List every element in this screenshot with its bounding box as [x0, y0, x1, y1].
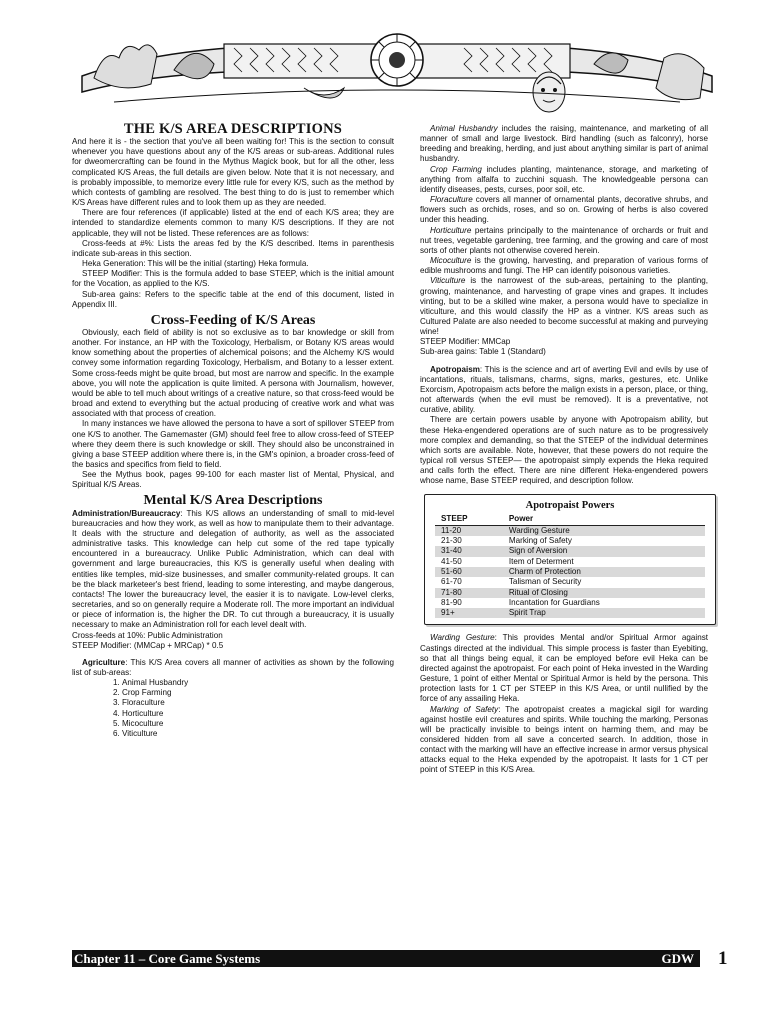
- apotropaist-powers-box: [424, 494, 716, 625]
- mental-descriptions-heading: Mental K/S Area Descriptions: [143, 493, 323, 509]
- decorative-header-banner: [74, 18, 720, 120]
- intro-paragraph: And here it is - the section that you've all been waiting for! This is the section to consult whenever you have questions about any of the K/S areas or sub-areas. Additional rules for dweomercrafting can be found in the Mythus Magick book, but for all the other, less complicated K/S Areas, the full details are given below. Note that it is not necessary, and is probably impossible, to memorize every little rule for every K/S, such as the method by which contests of gambling are resolved. The best thing to do is just to remember which K/S Areas have different rules and to look them up as they are needed.: [72, 137, 394, 208]
- table-row: 41-50 Item of Determent: [441, 556, 574, 566]
- intro-paragraph: Sub-area gains: Refers to the specific table at the end of this document, listed in Appendix III.: [72, 289, 394, 309]
- list-item: 3. Floraculture: [122, 698, 394, 708]
- list-item: 2. Crop Farming: [122, 688, 394, 698]
- publisher-name: GDW: [661, 951, 694, 966]
- cross-feeding-heading: Cross-Feeding of K/S Areas: [150, 312, 316, 328]
- cross-feeding-paragraph: Obviously, each field of ability is not so exclusive as to bar knowledge or skill from another. For instance, an HP with the Toxicology, Herbalism, or Botany K/S areas would know something about the properties of alchemical poisons; and the Alchemy K/S would convey some information regarding Toxicology, Herbalism, and Botany to a lesser extent. Some cross-feeds might be quite broad, but most are narrow and specific. In the example above, you will note the application is quite limited. A persona with Journalism, however, would be able to tell much about writings of a creative nature, so that cross-feed would be broad and extend to everything but the actual producing of creative work and what was associated with that process of creation.: [72, 327, 394, 419]
- right-column: [420, 124, 708, 776]
- agriculture-steep-modifier: STEEP Modifier: MMCap: [420, 337, 511, 347]
- marking-of-safety-paragraph: Marking of Safety: The apotropaist creates a magickal sigil for warding against hostile evil creatures and spirits. While touching the marking, Personas will be practically invisible to beings intent on harming them, and may be considered hidden from all save a concerted search. In addition, those in contact with the marking will have an effective increase in armor versus physical attacks equal to the Heka expended by the apotropaist. It lasts for 1 CT per point of STEEP in this K/S Area.: [420, 704, 709, 775]
- cross-feeding-paragraph: In many instances we have allowed the persona to have a sort of spillover STEEP from one K/S to another. The Gamemaster (GM) should feel free to allow cross-feed of STEEP where they deem there is such knowledge or skill. They should also be unconstrained in giving a base STEEP addition where there is, in the GM's opinion, a broader cross-feed of the basics and specifics from field to field.: [72, 419, 394, 469]
- page-title: THE K/S AREA DESCRIPTIONS: [123, 121, 343, 137]
- apotropaism-paragraph: There are certain powers usable by anyone with Apotropaism ability, but these Heka-engendered operations are of such nature as to be progressively more complex and demanding, so that the STEEP of the individual determines which sorts are available. Note, however, that these powers do not require the typical roll versus STEEP— the apotropaist simply expends the Heka required and calls forth the effect. There are nine different Heka-engendered powers whose name, Base STEEP required, and description follow.: [420, 415, 708, 486]
- administration-steep-modifier: STEEP Modifier: (MMCap + MRCap) * 0.5: [72, 640, 224, 650]
- chapter-title: Chapter 11 – Core Game Systems: [74, 951, 261, 966]
- apotropaism-label: Apotropaism: [430, 364, 480, 374]
- agriculture-label: Agriculture: [82, 657, 126, 667]
- apotropaist-powers-table: [435, 514, 705, 619]
- list-item: 5. Micoculture: [122, 719, 394, 729]
- warding-gesture-paragraph: Warding Gesture: This provides Mental and/or Spiritual Armor against Castings directed at the individual. This simple process is faster than Eyebiting, so that all things being equal, it can be employed before evil Heka can be directed against the apotropaist. For each point of Heka invested in the Warding Gesture, 1 point of either Mental or Spiritual Armor is held by the persona. This protection lasts for 1 CT per STEEP in this K/S Area, or until nullified by the force of any assailing Heka.: [420, 633, 708, 704]
- floraculture-paragraph: Floraculture covers all manner of ornamental plants, decorative shrubs, and flowers such as orchids, roses, and so on. Growing of herbs is also covered under this heading.: [420, 195, 708, 225]
- intro-paragraph: There are four references (if applicable) listed at the end of each K/S area; they are intended to standardize elements common to many K/S descriptions. If they are not applicable, they will not be listed. These references are as follows:: [72, 208, 394, 238]
- page-number: 1: [718, 948, 728, 969]
- powers-box-title: Apotropaist Powers: [525, 500, 615, 512]
- agriculture-entry: Agriculture: This K/S Area covers all manner of activities as shown by the following list of sub-areas:: [72, 657, 394, 677]
- agriculture-sub-area-gains: Sub-area gains: Table 1 (Standard): [420, 347, 546, 357]
- administration-entry: Administration/Bureaucracy: This K/S allows an understanding of small to mid-level bureaucracies and how they work, as well as how to manipulate them to their advantage. It deals with the structure and delegation of authority, as well as the associated administrative tasks. This knowledge can help cut some of the red tape typically encountered in a bureaucracy. Unlike Public Administration, which can deal with government and large bureaucracies, this K/S is generally useful when dealing with entities like temples, mid-size businesses, and smaller community-related groups. It can be the black marketeer's best friend, leading to some interesting, and maybe dangerous, contacts! The lower the bureaucracy level, the easier it is to navigate. Low-level clerks, secretaries, and so on generally require a Moderate roll. The more important an individual or piece of information is, the higher the DR. To cut through a bureaucracy, it is usually necessary to make an Administration roll for each level dealt with.: [72, 508, 394, 630]
- footer-bar: [72, 950, 700, 967]
- left-column: [72, 121, 394, 739]
- apotropaism-entry: Apotropaism: This is the science and art of averting Evil and evils by use of incantations, rituals, talismans, charms, signs, marks, gestures, etc. Unlike Exorcism, Apotropaism acts before the malign exists in a person, place, or thing, not afterwards (when the evil must be removed). It is a preventative, not curative, ability.: [420, 364, 708, 415]
- agriculture-sub-areas-list: [72, 678, 394, 739]
- column-header-power: Power: [503, 514, 705, 526]
- intro-paragraph: STEEP Modifier: This is the formula added to base STEEP, which is the initial amount for the Vocation, as applied to the K/S.: [72, 269, 394, 289]
- table-row: 51-60 Charm of Protection: [435, 567, 705, 577]
- viticulture-paragraph: Viticulture is the narrowest of the sub-areas, pertaining to the planting, growing, maintenance, and harvesting of grape vines and grapes. It includes vinting, but to be a skilled wine maker, a persona would have to specialize in viticulture, and this would classify the HP as a vintner. K/S areas such as Cultured Palate are also needed to become successful at making and purveying wine!: [420, 276, 708, 337]
- table-row: 81-90 Incantation for Guardians: [441, 597, 600, 607]
- administration-cross-feeds: Cross-feeds at 10%: Public Administration: [72, 630, 223, 640]
- crop-farming-paragraph: Crop Farming includes planting, maintenance, storage, and marketing of anything from alfalfa to zucchini squash. The knowledgeable persona can identify diseases, pests, curses, poor soil, etc.: [420, 164, 708, 194]
- table-row: 71-80 Ritual of Closing: [435, 588, 705, 598]
- intro-paragraph: Heka Generation: This will be the initial (starting) Heka formula.: [82, 259, 309, 269]
- table-row: 31-40 Sign of Aversion: [435, 546, 705, 556]
- table-row: 21-30 Marking of Safety: [441, 536, 572, 546]
- list-item: 6. Viticulture: [122, 729, 394, 739]
- table-row: 61-70 Talisman of Security: [441, 577, 582, 587]
- column-header-steep: STEEP: [435, 514, 503, 526]
- list-item: 1. Animal Husbandry: [122, 678, 394, 688]
- cross-feeding-paragraph: See the Mythus book, pages 99-100 for each master list of Mental, Physical, and Spiritual K/S Areas.: [72, 470, 394, 490]
- micoculture-paragraph: Micoculture is the growing, harvesting, and preparation of various forms of edible mushrooms and fungi. The HP can identify poisonous varieties.: [420, 256, 708, 276]
- table-row: 11-20 Warding Gesture: [435, 525, 705, 536]
- intro-paragraph: Cross-feeds at #%: Lists the areas fed by the K/S described. Items in parenthesis indicate sub-areas in this section.: [72, 238, 394, 258]
- list-item: 4. Horticulture: [122, 709, 394, 719]
- horticulture-paragraph: Horticulture pertains principally to the maintenance of orchards or fruit and nut trees, vegetable gardening, tree farming, and the growing and care of most sorts of other plants not otherwise covered herein.: [420, 225, 708, 255]
- administration-label: Administration/Bureaucracy: [72, 508, 181, 518]
- table-row: 91+ Spirit Trap: [435, 608, 705, 618]
- animal-husbandry-paragraph: Animal Husbandry includes the raising, maintenance, and marketing of all manner of small and large livestock. Bird handling (such as falconry), horse breeding and breaking, herding, and just about anything similar is part of animal husbandry.: [420, 124, 708, 164]
